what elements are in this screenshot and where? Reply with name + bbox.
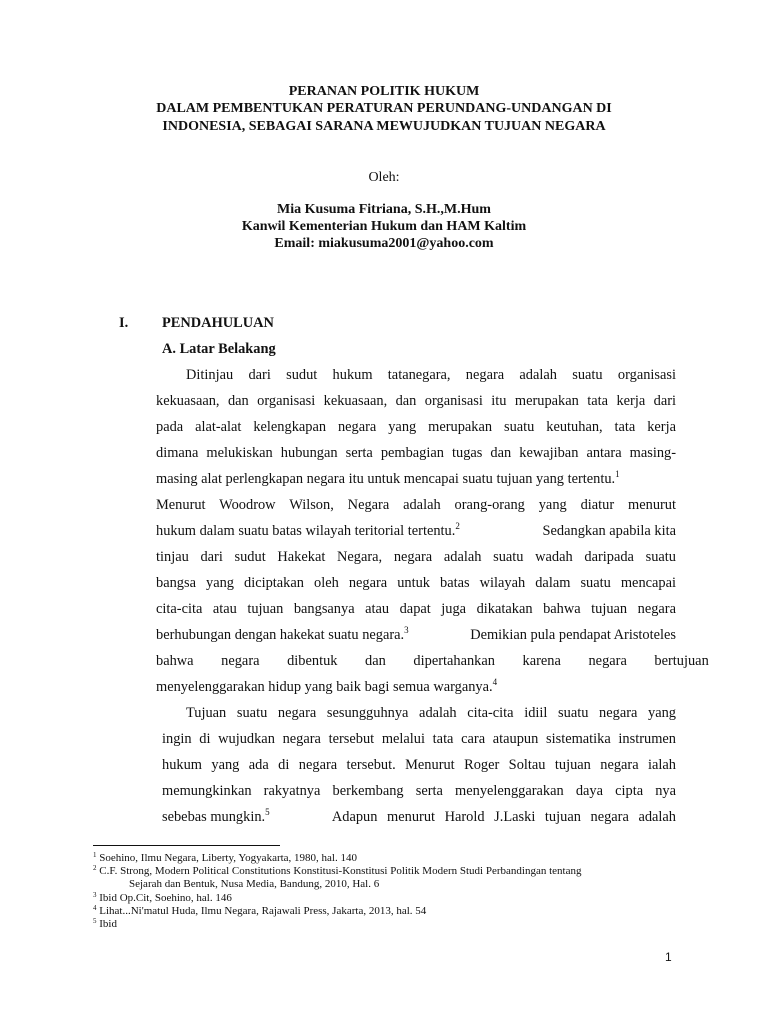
footnote [93, 905, 426, 917]
author-institution: Kanwil Kementerian Hukum dan HAM Kaltim [241, 219, 527, 234]
paper-title-line-2: DALAM PEMBENTUKAN PERATURAN PERUNDANG-UNDANGAN DI [156, 101, 612, 116]
footnote-ref: 5 [265, 807, 270, 817]
author-name: Mia Kusuma Fitriana, S.H.,M.Hum [277, 202, 491, 217]
section-number: I. [119, 315, 129, 331]
line-text: hukum dalam suatu batas wilayah teritorial tertentu. [156, 523, 456, 539]
paragraph-line: kekuasaan, dan organisasi kekuasaan, dan organisasi itu merupakan tata kerja dari [156, 393, 676, 409]
footnote [93, 852, 357, 864]
section-heading: PENDAHULUAN [162, 315, 274, 331]
paragraph-line: dimana melukiskan hubungan serta pembagian tugas dan kewajiban antara masing- [156, 445, 676, 461]
footnote [93, 865, 581, 877]
byline-oleh: Oleh: [368, 170, 400, 185]
line-text: berhubungan dengan hakekat suatu negara. [156, 627, 405, 643]
footnote-ref: 3 [404, 625, 409, 635]
paragraph-line: pada alat-alat kelengkapan negara yang merupakan suatu keutuhan, tata kerja [156, 419, 676, 435]
footnote-separator [93, 845, 280, 846]
author-email: Email: miakusuma2001@yahoo.com [274, 236, 494, 251]
paragraph-line [156, 627, 676, 644]
paragraph-line: ingin di wujudkan negara tersebut melalui tata cara ataupun sistematika instrumen [162, 731, 676, 747]
paragraph-line: hukum yang ada di negara tersebut. Menurut Roger Soltau tujuan negara ialah [162, 757, 676, 773]
footnote-continuation: Sejarah dan Bentuk, Nusa Media, Bandung, 2010, Hal. 6 [129, 878, 380, 890]
paragraph-line [156, 471, 620, 488]
paragraph-line: bangsa yang diciptakan oleh negara untuk batas wilayah dalam suatu mencapai [156, 575, 676, 591]
paper-title-line-3: INDONESIA, SEBAGAI SARANA MEWUJUDKAN TUJUAN NEGARA [162, 119, 606, 134]
line-text: Sedangkan apabila kita [542, 523, 676, 539]
paragraph-line [156, 523, 676, 540]
paragraph-line [162, 809, 676, 826]
line-text: Adapun menurut Harold J.Laski tujuan negara adalah [331, 809, 676, 825]
footnote-text: C.F. Strong, Modern Political Constitutions Konstitusi-Konstitusi Politik Modern Studi Perbandingan tentang [96, 865, 582, 877]
paragraph-line: memungkinkan rakyatnya berkembang serta menyelenggarakan daya cipta nya [162, 783, 676, 799]
paper-title-line-1: PERANAN POLITIK HUKUM [288, 84, 480, 99]
footnote-ref: 1 [615, 469, 620, 479]
footnote-number: 3 [93, 891, 97, 899]
footnote-text: Lihat...Ni'matul Huda, Ilmu Negara, Rajawali Press, Jakarta, 2013, hal. 54 [96, 905, 427, 917]
footnote-text: Ibid [96, 918, 117, 930]
paragraph-line [156, 679, 497, 696]
line-text: menyelenggarakan hidup yang baik bagi semua warganya. [156, 679, 493, 695]
line-text: sebebas mungkin. [162, 809, 266, 825]
footnote-text: Soehino, Ilmu Negara, Liberty, Yogyakarta, 1980, hal. 140 [96, 852, 357, 864]
paragraph-line: Ditinjau dari sudut hukum tatanegara, negara adalah suatu organisasi [186, 367, 676, 383]
page-number: 1 [665, 950, 672, 964]
footnote-number: 5 [93, 917, 97, 925]
paragraph-line: tinjau dari sudut Hakekat Negara, negara adalah suatu wadah daripada suatu [156, 549, 676, 565]
footnote-ref: 4 [492, 677, 498, 687]
footnote-number: 1 [93, 851, 97, 859]
paragraph-line: cita-cita atau tujuan bangsanya atau dapat juga dikatakan bahwa tujuan negara [156, 601, 676, 617]
line-text: Demikian pula pendapat Aristoteles [470, 627, 676, 643]
footnote [93, 892, 232, 904]
footnote-number: 4 [93, 904, 97, 912]
line-text: masing alat perlengkapan negara itu untuk mencapai suatu tujuan yang tertentu. [156, 471, 616, 487]
footnote [93, 918, 117, 930]
paragraph-line: Menurut Woodrow Wilson, Negara adalah orang-orang yang diatur menurut [156, 497, 676, 513]
footnote-text: Ibid Op.Cit, Soehino, hal. 146 [96, 892, 232, 904]
footnote-number: 2 [93, 864, 97, 872]
paragraph-line: Tujuan suatu negara sesungguhnya adalah cita-cita idiil suatu negara yang [186, 705, 676, 721]
footnote-ref: 2 [455, 521, 460, 531]
paragraph-line: bahwa negara dibentuk dan dipertahankan karena negara bertujuan [156, 653, 709, 669]
subsection-heading: A. Latar Belakang [162, 341, 276, 357]
